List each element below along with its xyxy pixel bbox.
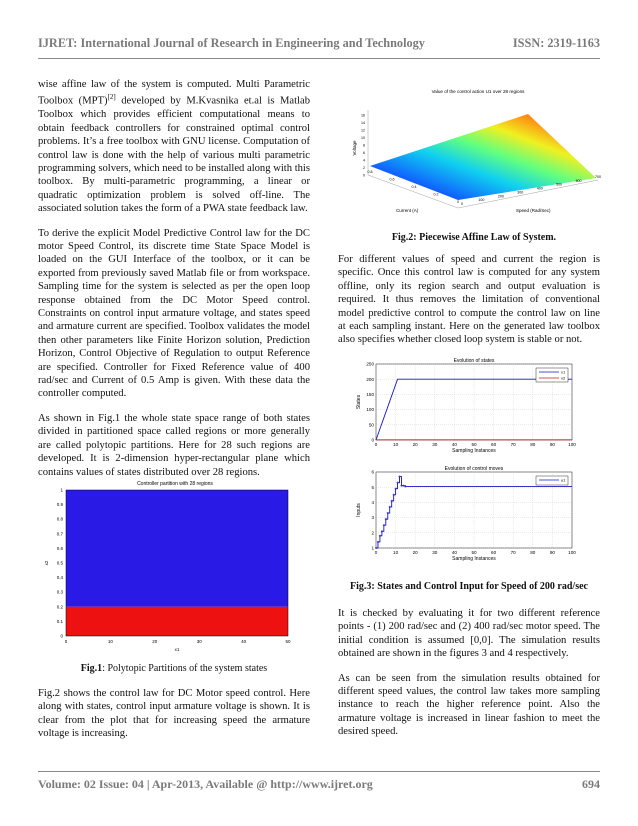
x-tick: 80: [530, 442, 536, 447]
fig1-region-red: [66, 607, 288, 636]
fig2-ytick: 500: [556, 182, 563, 187]
x-tick: 60: [491, 442, 497, 447]
y-tick: 150: [366, 392, 374, 397]
fig1-xtick: 30: [196, 639, 202, 644]
fig2-title: Value of the control action U1 over 28 regions: [431, 89, 525, 94]
y-tick: 0: [371, 437, 374, 443]
y-tick: 6: [371, 469, 374, 475]
fig2-ytick: 0: [461, 202, 463, 206]
right-paragraph-3: As can be seen from the simulation results obtained for different speed values, the control law takes more sampling instance to reach the higher reference point. Also the armature voltage is increased in linear fashion to meet the desired speed.: [338, 672, 600, 738]
x-tick: 90: [549, 550, 555, 555]
x-tick: 0: [374, 550, 378, 555]
fig1-ytick: 0.7: [56, 531, 63, 537]
x-tick: 70: [510, 442, 516, 447]
fig1-ytick: 0.6: [56, 545, 63, 551]
left-column-bottom: [38, 687, 310, 752]
fig2-xtick: 0.4: [411, 185, 417, 189]
figure-3-inputs: [340, 460, 586, 566]
left-paragraph-1: wise affine law of the system is computed. Multi Parametric Toolbox (MPT)[2] developed by M.Kvasnika et.al is Matlab Toolbox which provides efficient computational means to obtain feedback controllers for constrained optimal control problems. It’s a free toolbox with GNU license. Computation of control law is done with the help of various multi parametric programming solvers, which need to be installed along with this toolbox. By multi-parametric programming, a linear or quadratic optimization problem is solved off-line. The associated solution takes the form of a PWA state feedback law.: [38, 79, 310, 215]
fig1-region-blue: [66, 490, 288, 607]
y-axis-label: Inputs: [356, 503, 362, 517]
x-tick: 90: [549, 442, 555, 447]
left-paragraph-3: As shown in Fig.1 the whole state space range of both states divided in partitioned space called regions or more generally are called polytopic partitions. Here for 28 such regions are developed. It is 2-dimension hyper-rectangular plane which contains values of states distributed over 28 regions.: [38, 412, 310, 478]
fig1-ytick: 0.9: [56, 502, 63, 508]
fig2-ztick: 14: [361, 121, 365, 125]
x-tick: 0: [374, 442, 378, 447]
fig2-ytick: 600: [575, 178, 582, 183]
fig2-ztick: 4: [363, 158, 365, 163]
fig1-xtick: 0: [64, 639, 68, 644]
fig1-xlabel: x1: [174, 647, 180, 652]
fig1-label: Fig.1: [80, 663, 103, 674]
fig2-xlabel: Current (A): [396, 208, 419, 213]
x-tick: 50: [471, 442, 477, 447]
x-tick: 30: [432, 442, 438, 447]
y-tick: 2: [371, 530, 374, 536]
fig1-ylabel: x2: [44, 560, 49, 566]
fig1-xtick: 10: [107, 639, 113, 644]
fig2-ytick: 100: [478, 198, 485, 203]
fig2-ztick: 8: [363, 143, 365, 148]
legend-label-x1: x1: [561, 369, 566, 375]
fig2-ztick: 0: [363, 173, 365, 178]
page-number: 694: [582, 777, 600, 791]
fig1-ytick: 0.8: [56, 516, 63, 522]
fig2-ztick: 16: [361, 113, 365, 118]
y-tick: 250: [366, 361, 374, 367]
x-tick: 70: [510, 550, 516, 555]
y-tick: 5: [371, 484, 374, 490]
x-tick: 10: [393, 442, 399, 447]
x-axis-label: Sampling Instances: [452, 556, 496, 562]
figure-1-caption: Fig.1: Polytopic Partitions of the system states: [80, 663, 268, 674]
fig2-ztick: 12: [361, 128, 365, 133]
citation-ref: [2]: [107, 93, 116, 102]
x-axis-label: Sampling Instances: [452, 448, 496, 454]
fig1-ytick: 0.2: [56, 604, 63, 610]
right-paragraph-1: For different values of speed and current the region is specific. Once this control law is computed for any system offline, only its region search and output evaluation is required. It thus removes the limitation of conventional model predictive control to compute the control law on line at each sampling instant. Here on the generated law toolbox also specifies whether closed loop system is stable or not.: [338, 254, 600, 346]
x-tick: 50: [471, 550, 477, 555]
fig1-xtick: 50: [285, 639, 291, 644]
fig2-ytick: 400: [536, 186, 543, 191]
figure-3-states: [340, 354, 586, 458]
figure-3-caption: Fig.3: States and Control Input for Speed of 200 rad/sec: [350, 581, 588, 592]
x-tick: 80: [530, 550, 536, 555]
fig1-ytick: 0.1: [56, 618, 63, 624]
fig1-xtick: 20: [152, 639, 158, 644]
right-paragraph-2: It is checked by evaluating it for two different reference points - (1) 200 rad/sec and (2) 400 rad/sec motor speed. The initial condition is assumed [0,0]. The simulation results obtained are shown in the figures 3 and 4 respectively.: [338, 608, 600, 660]
y-tick: 1: [371, 545, 374, 551]
fig1-title: Controller partition with 28 regions: [137, 481, 213, 487]
fig2-xtick: 0.8: [367, 170, 373, 174]
journal-title: IJRET: International Journal of Research in Engineering and Technology: [38, 36, 425, 50]
fig1-ytick: 0.4: [56, 575, 63, 581]
fig1-xtick: 40: [241, 639, 247, 644]
fig1-ytick: 0.3: [56, 589, 63, 595]
y-tick: 3: [371, 515, 374, 521]
fig2-xtick: 0.2: [433, 192, 439, 197]
fig2-ytick: 700: [595, 175, 601, 179]
x-tick: 40: [451, 550, 457, 555]
fig2-ytick: 300: [517, 190, 524, 195]
y-axis-label: States: [356, 394, 362, 410]
fig1-ytick: 1: [60, 487, 63, 493]
figure-2-surface: [348, 80, 600, 220]
x-tick: 20: [412, 442, 418, 447]
x-tick: 40: [451, 442, 457, 447]
x-tick: 30: [432, 550, 438, 555]
footer-rule: [38, 771, 600, 772]
fig2-zlabel: Voltage: [352, 140, 357, 156]
fig1-ytick: 0.5: [56, 560, 63, 566]
fig2-xtick: 0.6: [389, 177, 395, 182]
issn: ISSN: 2319-1163: [512, 36, 600, 50]
legend-label-u1: u1: [561, 477, 566, 483]
fig2-ytick: 200: [497, 194, 504, 199]
x-tick: 10: [393, 550, 399, 555]
footer-volume: Volume: 02 Issue: 04 | Apr-2013, Available @ http://www.ijret.org: [38, 777, 373, 791]
legend-label-x2: x2: [561, 375, 566, 381]
chart-title: Evolution of control moves: [444, 466, 504, 472]
x-tick: 20: [412, 550, 418, 555]
x-tick: 60: [491, 550, 497, 555]
y-tick: 200: [366, 376, 374, 382]
fig2-xtick: 0: [457, 200, 459, 204]
fig2-ztick: 2: [363, 166, 365, 170]
fig2-ztick: 10: [361, 136, 365, 140]
y-tick: 50: [368, 422, 374, 428]
header-rule: [38, 58, 600, 59]
x-tick: 100: [568, 442, 576, 447]
right-column-bottom: [338, 607, 600, 750]
chart-title: Evolution of states: [453, 358, 495, 364]
left-paragraph-2: To derive the explicit Model Predictive Control law for the DC motor Speed Control, its discrete time State Space Model is loaded on the GUI Interface of the toolbox, or it can be exported from previously saved Matlab file or from workspace. Sampling time for the system is selected as per the open loop response obtained from the DC Motor Speed control. Constraints on control input armature voltage, and states speed and armature current are specified. Toolbox validates the model then other parameters like Finite Horizon solution, Prediction Horizon, Control Objective of Regulation to output Reference are specified. Controller for Fixed Reference value of 400 rad/sec and Current of 0.5 Amp is given. With these data the controller computed.: [38, 227, 310, 400]
fig2-ylabel: Speed (Rad/Sec): [516, 208, 551, 213]
figure-2-caption: Fig.2: Piecewise Affine Law of System.: [391, 232, 557, 243]
y-tick: 100: [366, 407, 374, 413]
fig1-ytick: 0: [60, 633, 63, 639]
x-tick: 100: [568, 550, 576, 555]
y-tick: 4: [371, 500, 374, 505]
figure-1-partitions: [38, 474, 300, 656]
left-paragraph-4: Fig.2 shows the control law for DC Motor speed control. Here along with states, control input armature voltage is shown. It is clear from the plot that for increasing speed the armature voltage is increasing.: [38, 688, 310, 740]
left-column-top: [38, 78, 310, 490]
fig2-ztick: 6: [363, 151, 365, 155]
